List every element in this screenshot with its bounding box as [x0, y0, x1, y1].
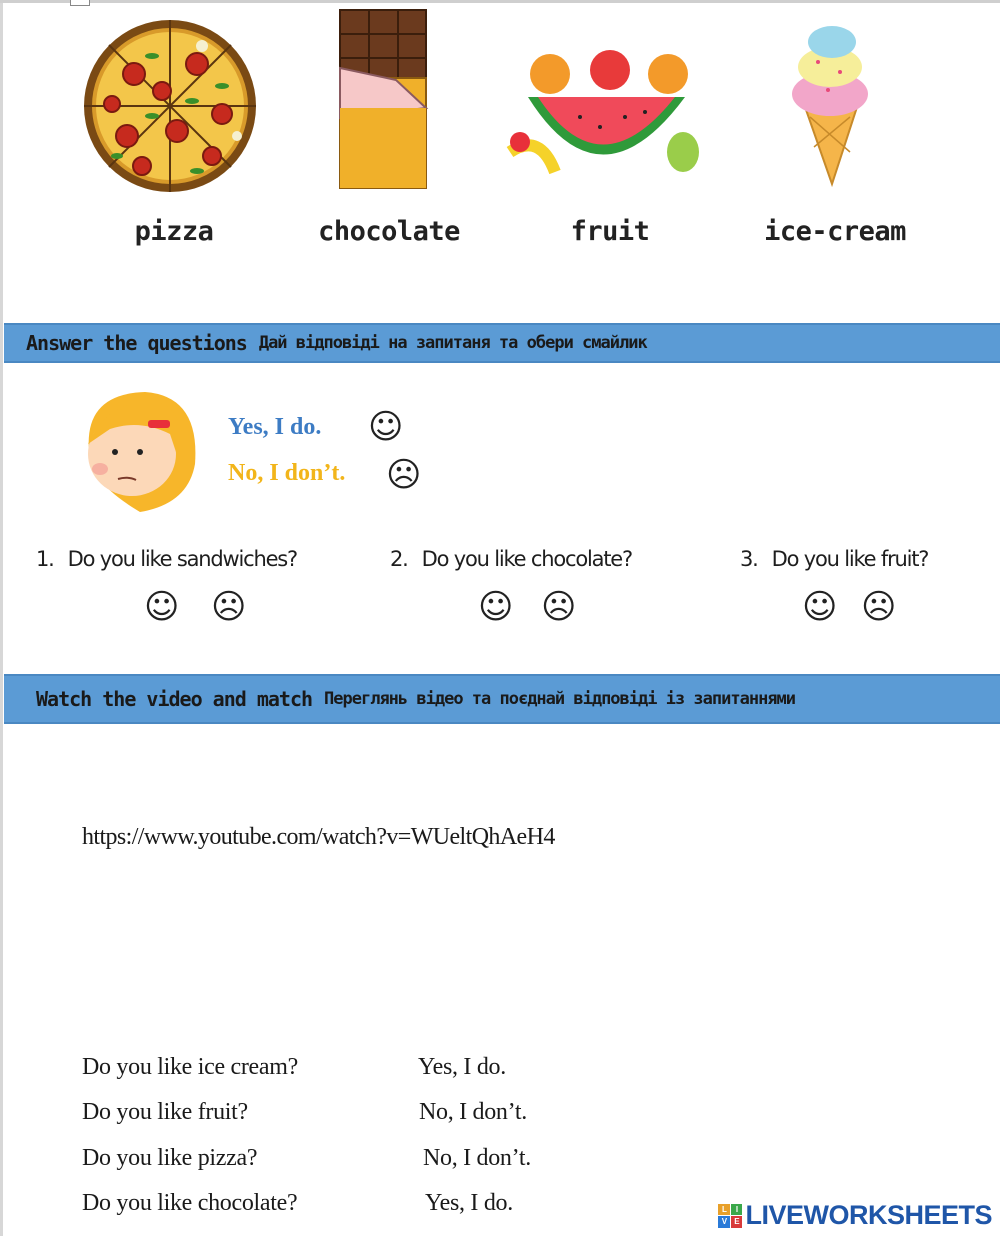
liveworksheets-mark-icon: L I V E: [718, 1204, 742, 1228]
legend-no-answer: No, I don’t.: [228, 460, 346, 486]
section-header-match: [4, 674, 1000, 724]
match-answer-1[interactable]: Yes, I do.: [418, 1054, 506, 1080]
section-title-ua: Переглянь відео та поєднай відповіді із запитаннями: [324, 689, 796, 709]
video-link[interactable]: https://www.youtube.com/watch?v=WUeltQhAeH4: [82, 824, 555, 850]
question-number: 3.: [740, 547, 758, 571]
match-question-2[interactable]: Do you like fruit?: [82, 1099, 248, 1125]
question-1: [36, 547, 297, 571]
liveworksheets-logo: [718, 1200, 992, 1231]
question-number: 1.: [36, 547, 54, 571]
match-question-3[interactable]: Do you like pizza?: [82, 1145, 258, 1171]
sad-face-icon: ☹: [386, 455, 422, 495]
section-header-answer: [4, 323, 1000, 363]
food-label-fruit: fruit: [570, 216, 650, 247]
question-2: [390, 547, 632, 571]
section-title-ua: Дай відповіді на запитаня та обери смайлик: [258, 333, 647, 353]
pizza-icon: [82, 16, 257, 196]
section-title-en: Answer the questions: [26, 331, 247, 355]
ice-cream-icon: [788, 22, 873, 187]
question-text: Do you like fruit?: [771, 547, 929, 571]
happy-face-icon-q1[interactable]: ☺: [144, 587, 180, 627]
match-answer-2[interactable]: No, I don’t.: [419, 1099, 527, 1125]
page-border-top: [0, 0, 1000, 3]
question-text: Do you like chocolate?: [421, 547, 632, 571]
food-label-chocolate: chocolate: [318, 216, 460, 247]
food-label-pizza: pizza: [134, 216, 214, 247]
question-3: [740, 547, 928, 571]
checkbox-icon: [70, 0, 90, 6]
page-border: [0, 0, 3, 1236]
happy-face-icon-q3[interactable]: ☺: [802, 587, 838, 627]
question-number: 2.: [390, 547, 408, 571]
legend-yes-answer: Yes, I do.: [228, 414, 322, 440]
sad-face-icon-q1[interactable]: ☹: [211, 587, 247, 627]
sad-face-icon-q3[interactable]: ☹: [861, 587, 897, 627]
match-answer-4[interactable]: Yes, I do.: [425, 1190, 513, 1216]
liveworksheets-brand-name: LIVEWORKSHEETS: [745, 1200, 992, 1230]
chocolate-bar-icon: [336, 8, 431, 190]
question-text: Do you like sandwiches?: [67, 547, 297, 571]
sad-face-icon-q2[interactable]: ☹: [541, 587, 577, 627]
match-question-4[interactable]: Do you like chocolate?: [82, 1190, 298, 1216]
match-question-1[interactable]: Do you like ice cream?: [82, 1054, 298, 1080]
section-title-en: Watch the video and match: [36, 687, 313, 711]
food-label-ice-cream: ice-cream: [764, 216, 906, 247]
happy-face-icon: ☺: [368, 407, 404, 447]
happy-face-icon-q2[interactable]: ☺: [478, 587, 514, 627]
girl-avatar-icon: [70, 384, 205, 514]
match-answer-3[interactable]: No, I don’t.: [423, 1145, 531, 1171]
fruit-basket-icon: [500, 42, 705, 182]
